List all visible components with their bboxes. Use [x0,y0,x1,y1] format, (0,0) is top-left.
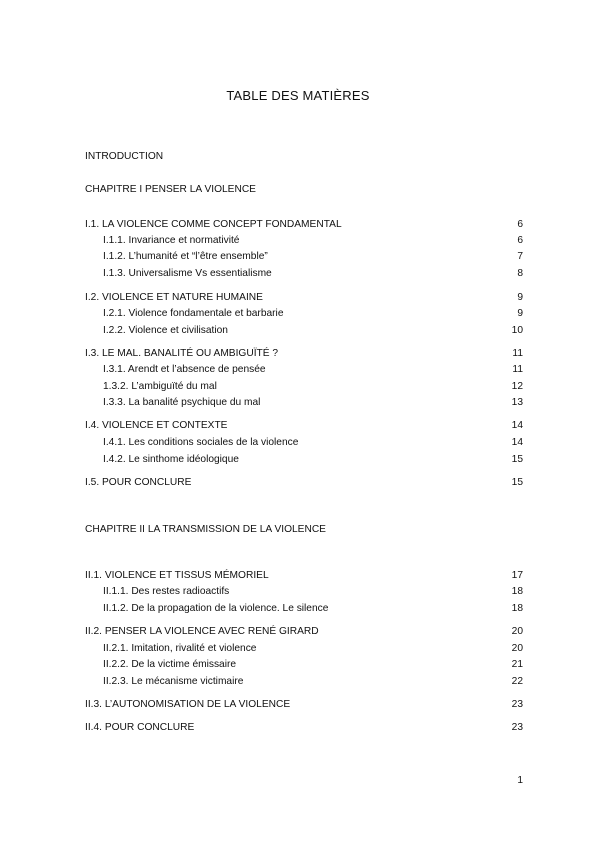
toc-subsection[interactable] [103,675,523,689]
toc-page-number: 23 [511,722,523,733]
toc-page-number: 8 [517,268,523,279]
toc-label: I.3.3. La banalité psychique du mal [103,397,261,408]
toc-page-number: 11 [512,364,523,375]
toc-page-number: 14 [511,420,523,431]
toc-label: II.2. PENSER LA VIOLENCE AVEC RENÉ GIRARD [85,626,319,637]
toc-label: II.2.1. Imitation, rivalité et violence [103,643,257,654]
toc-subsection[interactable] [103,658,523,672]
toc-page-number: 11 [512,348,523,359]
toc-section[interactable] [85,625,523,639]
toc-section[interactable] [85,218,523,232]
toc-label: I.4.1. Les conditions sociales de la violence [103,437,299,448]
toc-subsection[interactable] [103,250,523,264]
toc-page-number: 23 [511,699,523,710]
toc-page-number: 20 [511,626,523,637]
toc-page-number: 9 [517,292,523,303]
toc-subsection[interactable] [103,234,523,248]
toc-page-number: 6 [517,219,523,230]
toc-subsection[interactable] [103,307,523,321]
toc-page-number: 22 [511,676,523,687]
toc-label: I.1.1. Invariance et normativité [103,235,240,246]
toc-intro[interactable] [85,150,523,164]
toc-page-number: 21 [511,659,523,670]
toc-page-number: 9 [517,308,523,319]
toc-subsection[interactable] [103,396,523,410]
toc-subsection[interactable] [103,380,523,394]
toc-section[interactable] [85,419,523,433]
toc-page-number: 20 [511,643,523,654]
toc-label: II.4. POUR CONCLURE [85,722,195,733]
toc-page-number: 10 [511,325,523,336]
toc-page-number: 7 [517,251,523,262]
toc-label: I.1. LA VIOLENCE COMME CONCEPT FONDAMENTAL [85,219,342,230]
toc-subsection[interactable] [103,324,523,338]
toc-section[interactable] [85,291,523,305]
toc-subsection[interactable] [103,363,523,377]
toc-label: I.1.3. Universalisme Vs essentialisme [103,268,272,279]
toc-label: I.2.2. Violence et civilisation [103,325,228,336]
footer-page-number: 1 [517,775,523,786]
toc-label: CHAPITRE II LA TRANSMISSION DE LA VIOLENCE [85,524,326,535]
toc-section[interactable] [85,721,523,735]
toc-label: I.3. LE MAL. BANALITÉ OU AMBIGUÏTÉ ? [85,348,279,359]
toc-label: II.2.3. Le mécanisme victimaire [103,676,244,687]
page-title: TABLE DES MATIÈRES [226,88,370,103]
toc-chapter-heading[interactable] [85,523,523,537]
toc-subsection[interactable] [103,267,523,281]
toc-section[interactable] [85,698,523,712]
toc-label: INTRODUCTION [85,151,164,162]
toc-label: I.4. VIOLENCE ET CONTEXTE [85,420,228,431]
toc-subsection[interactable] [103,453,523,467]
toc-chapter-heading[interactable] [85,183,523,197]
toc-label: I.5. POUR CONCLURE [85,477,192,488]
toc-subsection[interactable] [103,436,523,450]
toc-label: I.1.2. L’humanité et “l’être ensemble” [103,251,268,262]
toc-label: I.2.1. Violence fondamentale et barbarie [103,308,284,319]
toc-page-number: 13 [511,397,523,408]
toc-subsection[interactable] [103,585,523,599]
toc-label: I.4.2. Le sinthome idéologique [103,454,239,465]
toc-page-number: 14 [511,437,523,448]
toc-section[interactable] [85,476,523,490]
toc-label: II.1. VIOLENCE ET TISSUS MÉMORIEL [85,570,269,581]
toc-label: I.3.1. Arendt et l’absence de pensée [103,364,266,375]
toc-page-number: 17 [511,570,523,581]
toc-label: II.2.2. De la victime émissaire [103,659,237,670]
toc-label: 1.3.2. L’ambiguïté du mal [103,381,217,392]
toc-page-number: 18 [511,586,523,597]
toc-label: II.3. L’AUTONOMISATION DE LA VIOLENCE [85,699,291,710]
toc-label: CHAPITRE I PENSER LA VIOLENCE [85,184,256,195]
toc-subsection[interactable] [103,602,523,616]
toc-page-number: 18 [511,603,523,614]
toc-page-number: 15 [511,454,523,465]
toc-label: I.2. VIOLENCE ET NATURE HUMAINE [85,292,263,303]
toc-section[interactable] [85,569,523,583]
toc-page-number: 15 [511,477,523,488]
toc-label: II.1.2. De la propagation de la violence. Le silence [103,603,329,614]
toc-page-number: 12 [511,381,523,392]
toc-page-number: 6 [517,235,523,246]
toc-label: II.1.1. Des restes radioactifs [103,586,230,597]
toc-section[interactable] [85,347,523,361]
toc-subsection[interactable] [103,642,523,656]
